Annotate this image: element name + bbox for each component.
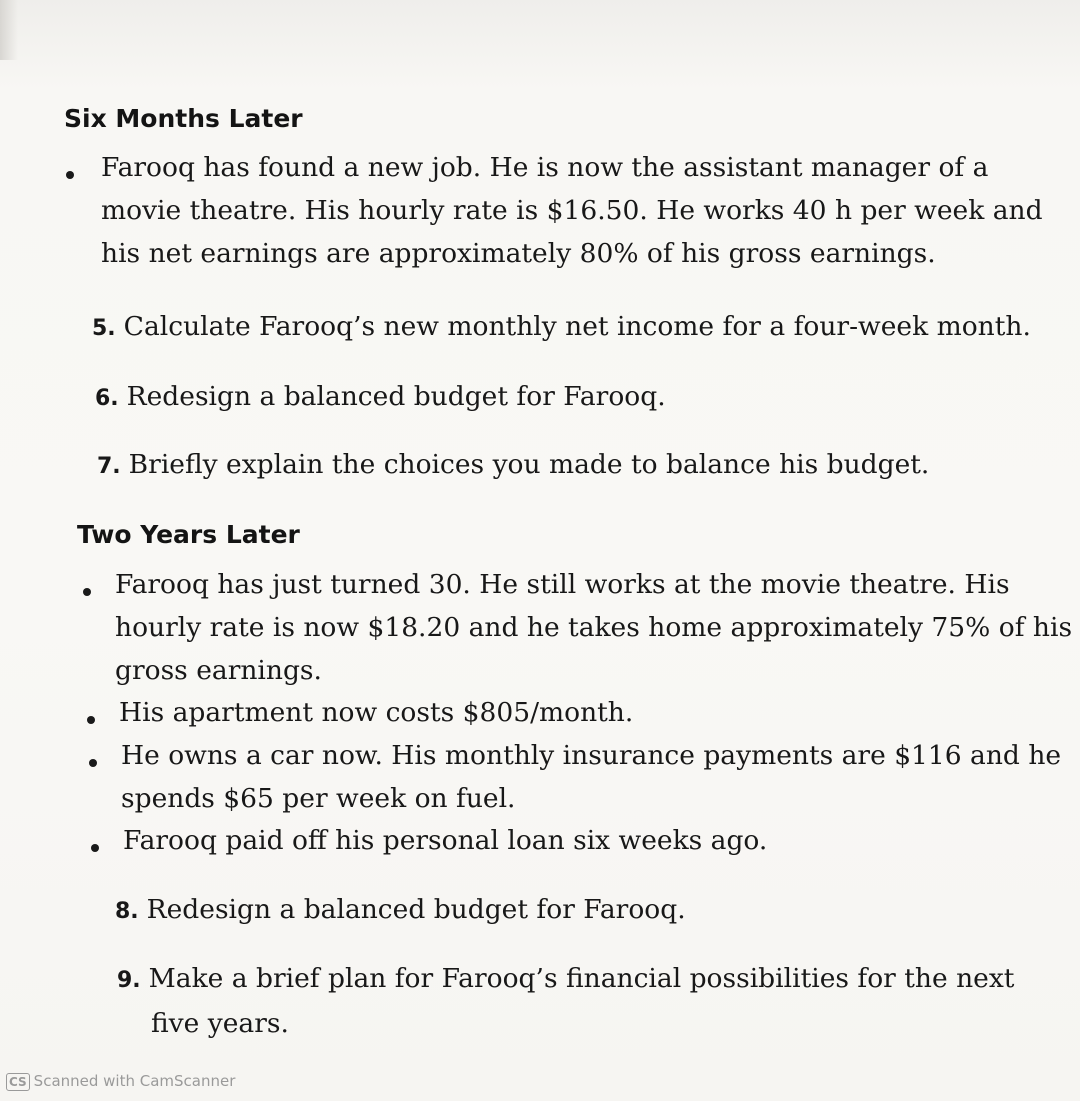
bullet-dot	[66, 171, 74, 179]
bullet-dot	[83, 588, 91, 596]
page-edge-shadow	[0, 0, 18, 60]
question-number: 7.	[97, 454, 121, 479]
text-line: spends $65 per week on fuel.	[121, 783, 516, 814]
question-text: Briefly explain the choices you made to balance his budget.	[128, 449, 930, 480]
text-line: His apartment now costs $805/month.	[119, 697, 634, 728]
question-number: 8.	[115, 899, 139, 924]
bullet-dot	[91, 844, 99, 852]
question-number: 5.	[92, 316, 116, 341]
bullet-apartment	[119, 691, 633, 734]
text-line: Farooq paid off his personal loan six weeks ago.	[123, 825, 768, 856]
question-7	[97, 443, 929, 488]
question-text: Redesign a balanced budget for Farooq.	[146, 894, 686, 925]
section-heading-six-months: Six Months Later	[64, 104, 303, 133]
text-line: gross earnings.	[115, 655, 322, 686]
bullet-loan	[123, 819, 767, 862]
text-line: Farooq has found a new job. He is now the assistant manager of a	[101, 152, 989, 183]
bullet-dot	[89, 759, 97, 767]
section-heading-two-years: Two Years Later	[77, 520, 300, 549]
question-5	[92, 305, 1031, 350]
bullet-turned-30	[115, 563, 1072, 692]
text-line: Farooq has just turned 30. He still works at the movie theatre. His	[115, 569, 1010, 600]
bullet-dot	[87, 716, 95, 724]
question-number: 6.	[95, 386, 119, 411]
text-line: his net earnings are approximately 80% of his gross earnings.	[101, 238, 936, 269]
question-number: 9.	[117, 968, 141, 993]
camscanner-logo-icon: CS	[6, 1073, 30, 1091]
question-text: Make a brief plan for Farooq’s financial possibilities for the next	[148, 963, 1015, 994]
bullet-new-job	[101, 146, 1043, 275]
bullet-car	[121, 734, 1061, 820]
text-line: He owns a car now. His monthly insurance payments are $116 and he	[121, 740, 1062, 771]
question-text: Redesign a balanced budget for Farooq.	[126, 381, 666, 412]
question-text-continued: five years.	[151, 1008, 289, 1039]
question-text: Calculate Farooq’s new monthly net income for a four-week month.	[123, 311, 1031, 342]
question-6	[95, 375, 666, 420]
scanner-watermark	[6, 1072, 235, 1091]
watermark-text: Scanned with CamScanner	[33, 1072, 236, 1090]
question-9	[117, 957, 1014, 1045]
text-line: hourly rate is now $18.20 and he takes home approximately 75% of his	[115, 612, 1073, 643]
question-8	[115, 888, 686, 933]
text-line: movie theatre. His hourly rate is $16.50. He works 40 h per week and	[101, 195, 1043, 226]
